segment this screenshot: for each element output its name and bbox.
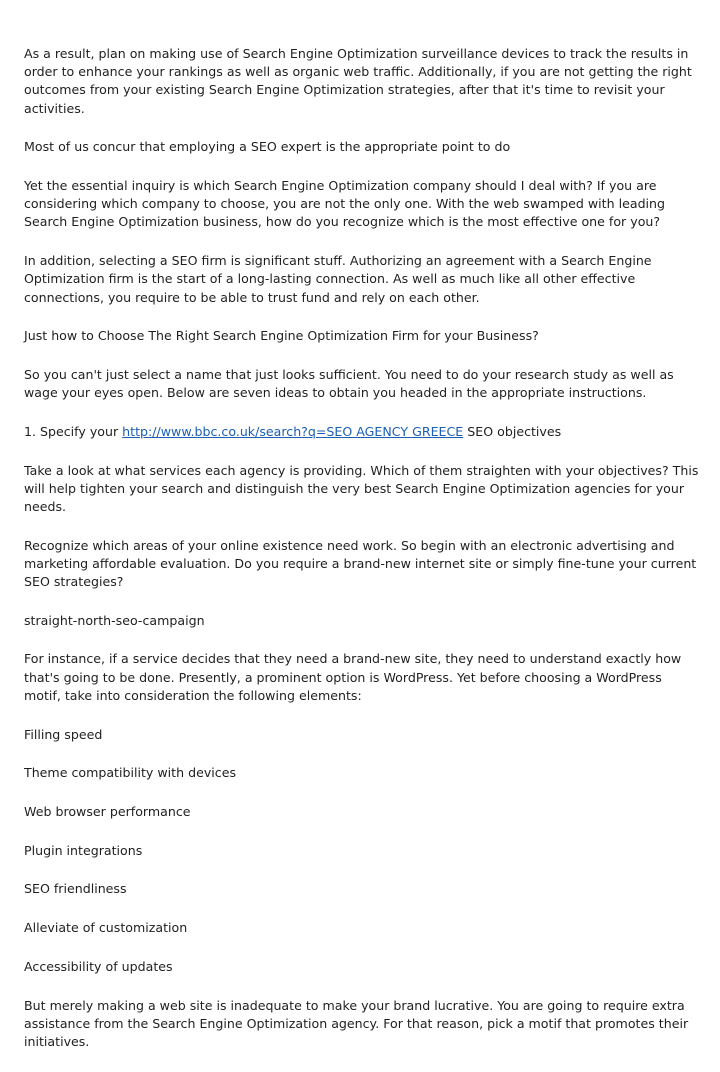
paragraph-online-existence: Recognize which areas of your online existence need work. So begin with an electronic advertising and marketing affordable evaluation. Do you require a brand-new internet site or simply fine-tune your current SEO strategies?: [24, 537, 697, 590]
paragraph-services: Take a look at what services each agency is providing. Which of them straighten with your objectives? This will help tighten your search and distinguish the very best Search Engine Optimization agencies for your needs.: [24, 462, 699, 514]
element-item: Plugin integrations: [24, 842, 143, 858]
paragraph-wordpress: For instance, if a service decides that they need a brand-new site, they need to understand exactly how that's going to be done. Presently, a prominent option is WordPress. Yet before choosing a WordPress motif, take into consideration the following elements:: [24, 651, 682, 703]
article-body: [24, 45, 700, 1072]
step-1-specify-objectives: [24, 423, 700, 441]
element-item: Alleviate of customization: [24, 920, 188, 936]
image-caption-campaign: straight-north-seo-campaign: [24, 612, 205, 628]
paragraph-hire-expert: Most of us concur that employing a SEO expert is the appropriate point to do: [24, 139, 511, 155]
element-item: Filling speed: [24, 726, 103, 742]
bbc-search-link[interactable]: http://www.bbc.co.uk/search?q=SEO AGENCY GREECE: [122, 423, 464, 439]
element-item: SEO friendliness: [24, 881, 127, 897]
element-item: Accessibility of updates: [24, 958, 173, 974]
paragraph-which-company: Yet the essential inquiry is which Search Engine Optimization company should I deal with? If you are considering which company to choose, you are not the only one. With the web swamped with leading Search Engine Optimization business, how do you recognize which is the most effective one for you?: [24, 178, 666, 230]
paragraph-seo-tracking: As a result, plan on making use of Search Engine Optimization surveillance devices to track the results in order to enhance your rankings as well as organic web traffic. Additionally, if you are not getting the right outcomes from your existing Search Engine Optimization strategies, after that it's time to revisit your activities.: [24, 46, 692, 116]
paragraph-selecting-firm: In addition, selecting a SEO firm is significant stuff. Authorizing an agreement with a Search Engine Optimization firm is the start of a long-lasting connection. As well as much like all other effective connections, you require to be able to trust fund and rely on each other.: [24, 253, 652, 305]
element-item: Web browser performance: [24, 803, 191, 819]
paragraph-seven-ideas: So you can't just select a name that just looks sufficient. You need to do your research study as well as wage your eyes open. Below are seven ideas to obtain you headed in the appropriate instructions.: [24, 366, 674, 401]
paragraph-how-to-choose: Just how to Choose The Right Search Engine Optimization Firm for your Business?: [24, 328, 539, 344]
element-item: Theme compatibility with devices: [24, 765, 237, 781]
step-1-suffix: SEO objectives: [463, 423, 562, 439]
step-1-prefix: 1. Specify your: [24, 423, 123, 439]
paragraph-closing: But merely making a web site is inadequate to make your brand lucrative. You are going to require extra assistance from the Search Engine Optimization agency. For that reason, pick a motif that promotes their initiatives.: [24, 997, 689, 1049]
